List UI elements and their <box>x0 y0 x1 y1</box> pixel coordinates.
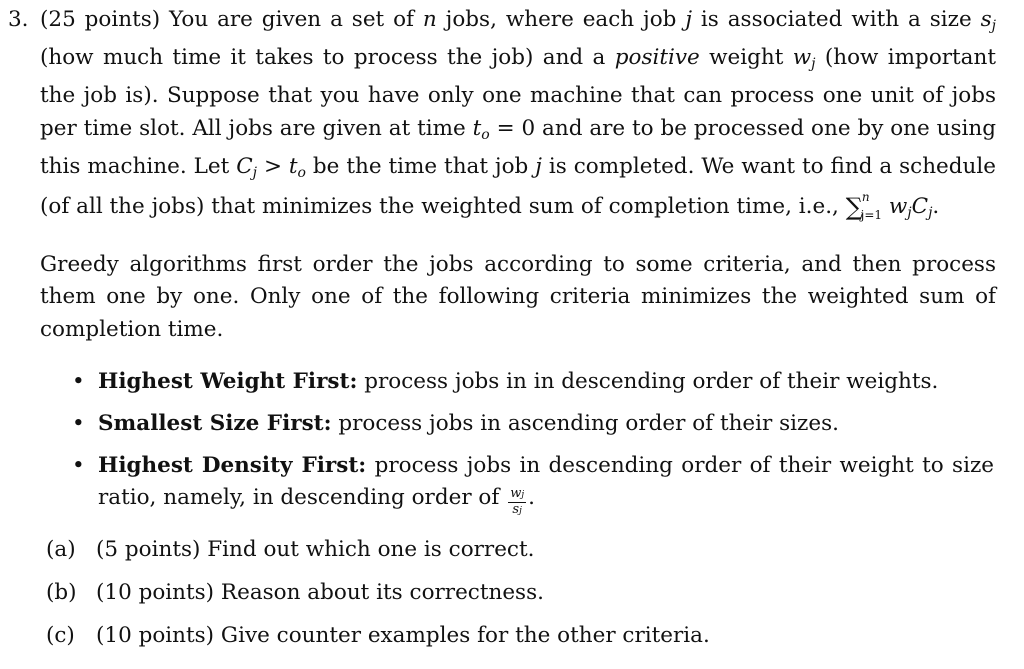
text-run: . <box>932 194 940 220</box>
math-subscript: j <box>991 18 996 34</box>
math-variable: t <box>288 153 298 179</box>
criterion-highest-weight <box>72 366 994 398</box>
text-run: jobs, where each job <box>436 7 686 32</box>
subquestion-a <box>46 534 996 566</box>
math-subscript: o <box>297 164 306 181</box>
criterion-smallest-size <box>72 408 994 440</box>
bullet-icon: • <box>72 453 85 478</box>
math-variable: w <box>888 194 908 220</box>
summation-lower-limit: j=1 <box>860 208 883 223</box>
math-variable: t <box>472 115 482 141</box>
subquestion-label: (b) <box>46 580 77 605</box>
subquestion-text: (5 points) Find out which one is correct. <box>96 537 535 562</box>
criteria-list <box>72 366 994 528</box>
subquestion-text: (10 points) Give counter examples for the other criteria. <box>96 623 710 648</box>
subquestion-text: (10 points) Reason about its correctness. <box>96 580 544 605</box>
text-run: is associated with a size <box>692 7 981 32</box>
subquestion-b <box>46 577 996 609</box>
summation-icon: ∑ <box>845 193 863 222</box>
math-variable: C <box>236 153 253 179</box>
bullet-icon: • <box>72 411 85 436</box>
criterion-name: Smallest Size First: <box>98 411 332 436</box>
fraction-numerator: wj <box>510 486 525 501</box>
subquestion-label: (a) <box>46 537 76 562</box>
math-subscript: j <box>928 205 933 222</box>
subquestion-label: (c) <box>46 623 75 648</box>
text-run: > <box>257 153 289 179</box>
math-variable: w <box>792 45 812 71</box>
criterion-description: process jobs in descending order of their weight to size ratio, namely, in descending order of <box>98 453 994 510</box>
problem-number: 3. <box>8 7 29 32</box>
text-run: (how much time it takes to process the job) and a <box>40 45 615 71</box>
math-variable: s <box>980 7 992 32</box>
math-variable: j <box>535 153 542 179</box>
text-run: (how important the job is). Suppose that you have only one machine that can process one unit of jobs per time slot. All jobs are given at time <box>40 45 996 141</box>
math-subscript: j <box>907 205 912 222</box>
math-subscript: j <box>252 164 258 181</box>
criterion-tail: . <box>528 485 535 510</box>
math-variable: C <box>911 194 929 220</box>
criterion-name: Highest Weight First: <box>98 369 358 394</box>
criterion-highest-density <box>72 450 994 518</box>
bullet-icon: • <box>72 369 85 394</box>
problem-paragraph-greedy: Greedy algorithms first order the jobs according to some criteria, and then process them one by one. Only one of the following criteria minimizes the weighted sum of completion time. <box>40 252 996 342</box>
text-run: = 0 and are to be processed one by one using this machine. Let <box>40 115 996 179</box>
math-variable: n <box>422 7 437 32</box>
text-run: (25 points) You are given a set of <box>40 7 423 32</box>
math-subscript: j <box>811 56 816 73</box>
problem-paragraph-intro <box>40 4 996 229</box>
subquestion-list <box>46 534 996 663</box>
text-run: weight <box>699 45 793 71</box>
problem-body <box>40 4 996 346</box>
emphasis: positive <box>614 45 700 71</box>
summation-upper-limit: n <box>861 190 870 205</box>
fraction-denominator: sj <box>512 502 522 517</box>
text-run: be the time that job <box>305 153 536 179</box>
criterion-description: process jobs in in descending order of their weights. <box>364 369 939 394</box>
criterion-description: process jobs in ascending order of their sizes. <box>338 411 839 436</box>
text-run: is completed. We want to find a schedule (of all the jobs) that minimizes the weighted sum of completion time, i.e., <box>40 153 996 220</box>
subquestion-c <box>46 620 996 652</box>
problem-statement <box>8 4 996 346</box>
math-subscript: o <box>481 126 490 143</box>
math-variable: j <box>685 7 692 32</box>
density-fraction <box>508 487 526 518</box>
criterion-name: Highest Density First: <box>98 453 367 478</box>
